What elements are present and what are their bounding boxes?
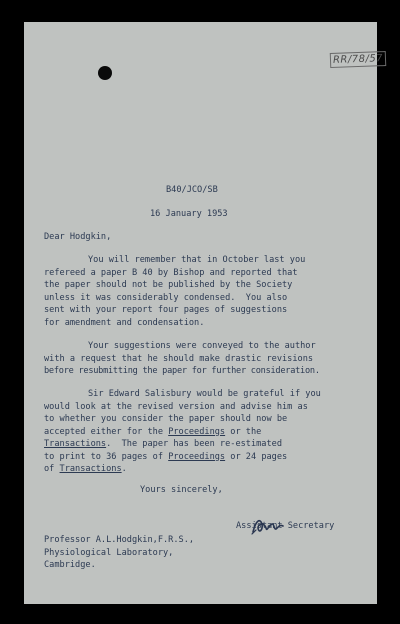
proceedings-underlined: Proceedings (168, 426, 226, 437)
addressee-line: Physiological Laboratory, (44, 547, 174, 558)
proceedings-underlined: Proceedings (168, 451, 226, 462)
para1-line: refereed a paper B 40 by Bishop and reported that (44, 267, 298, 278)
punch-hole (98, 66, 112, 80)
letter-date: 16 January 1953 (150, 209, 228, 219)
para3-text: . (121, 464, 127, 474)
para3-line: would look at the revised version and advise him as (44, 401, 308, 412)
letter-page (24, 22, 384, 604)
salutation: Dear Hodgkin, (44, 232, 112, 242)
paragraph-2 (44, 340, 320, 378)
transactions-underlined: Transactions (59, 464, 122, 474)
para1-line: unless it was considerably condensed. You also (44, 292, 288, 303)
para3-text: . The paper has been re-estimated (106, 439, 283, 449)
para2-line: with a request that he should make drastic revisions (44, 353, 314, 364)
para3-text: accepted either for the (44, 426, 169, 437)
para1-line: for amendment and condensation. (44, 317, 205, 328)
para1-line: You will remember that in October last you (88, 255, 306, 265)
para3-line: Sir Edward Salisbury would be grateful if you (88, 389, 321, 399)
closing: Yours sincerely, (140, 485, 223, 495)
para3-line7 (44, 464, 127, 474)
paragraph-1 (44, 254, 306, 329)
para3-text: or 24 pages (225, 451, 288, 462)
para3-line: to whether you consider the paper should now be (44, 414, 288, 424)
paragraph-3 (44, 388, 321, 476)
para1-line: the paper should not be published by the Society (44, 280, 293, 290)
para3-text: or the (225, 426, 262, 437)
file-reference: B40/JCO/SB (166, 185, 218, 195)
para3-text: of (44, 464, 60, 474)
para3-line4 (44, 427, 261, 437)
para2-line: Your suggestions were conveyed to the author (88, 341, 316, 351)
addressee-block (44, 534, 194, 572)
addressee-line: Cambridge. (44, 560, 96, 570)
signature-title: Assistant Secretary (236, 521, 335, 531)
para3-line5 (44, 439, 282, 449)
para3-line6 (44, 452, 287, 462)
para2-line: before resubmitting the paper for further consideration. (44, 366, 320, 376)
para1-line: sent with your report four pages of suggestions (44, 305, 288, 315)
addressee-line: Professor A.L.Hodgkin,F.R.S., (44, 535, 195, 545)
transactions-underlined: Transactions (44, 439, 107, 449)
archive-reference-mark: RR/78/57 (330, 51, 387, 68)
para3-text: to print to 36 pages of (44, 451, 169, 462)
